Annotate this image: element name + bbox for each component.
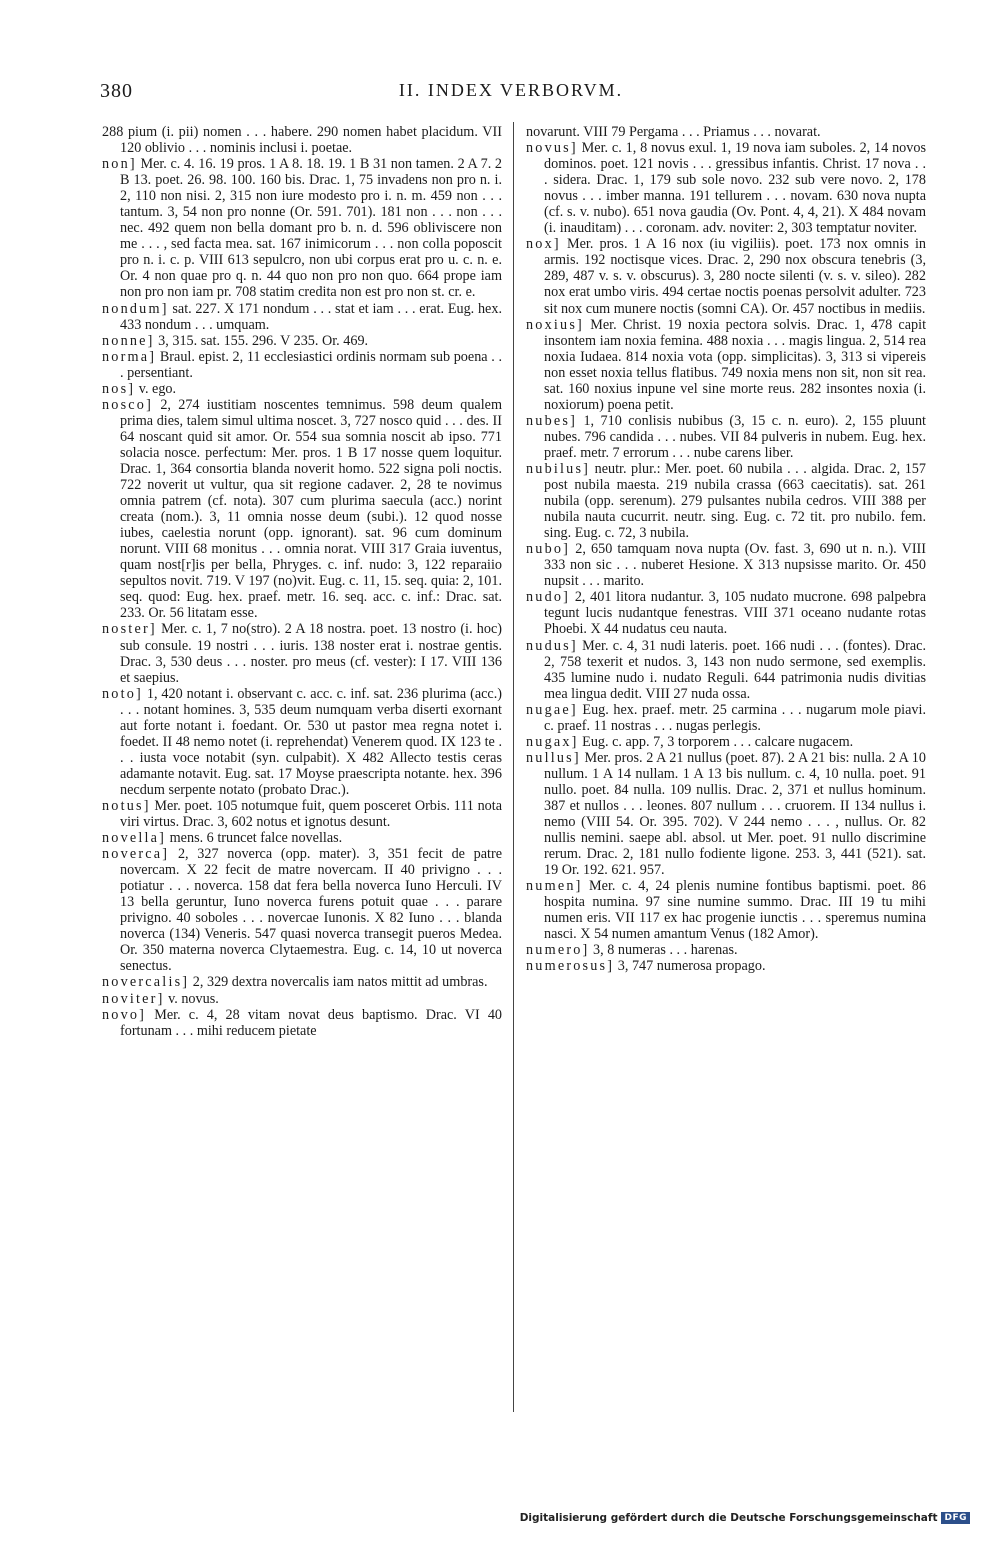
entry-lemma: non]	[102, 156, 137, 173]
entry-text: 2, 650 tamquam nova nupta (Ov. fast. 3, 690 ut n. n.). VIII 333 non sic . . . nuberet Hesione. X 313 nupsisse marito. Or. 450 nupsit . . . marito.	[544, 541, 927, 590]
entry-text: v. ego.	[138, 380, 177, 397]
entry-lemma: nugax]	[526, 733, 579, 750]
index-entry	[526, 461, 926, 541]
entry-text: mens. 6 truncet falce novellas.	[169, 830, 343, 847]
index-entry	[526, 734, 926, 750]
index-entry	[526, 702, 926, 734]
entry-lemma: numerosus]	[526, 958, 615, 975]
index-entry	[102, 124, 502, 156]
entry-text: Mer. c. 1, 8 novus exul. 1, 19 nova iam suboles. 2, 14 novos dominos. poet. 121 novis . . . gressibus infantis. Christ. 17 nova . . . sidera. Drac. 1, 179 sub sole novo. 232 sub vere novo. 2, 178 novus . . . imber manna. 191 tellurem . . . novam. 630 nova nupta (cf. s. v. nubo). 651 nova gaudia (Ov. Pont. 4, 4, 21). X 484 novam (i. inauditam) . . . coronam. adv. noviter: 2, 303 temptatur noviter.	[544, 140, 926, 237]
entry-text: Mer. c. 4, 24 plenis numine fontibus baptismi. poet. 86 hospita numina. 97 sine numine summo. Drac. III 19 tu mihi numen eris. VII 117 ex hac progenie iunctis . . . speremus numina nasci. X 54 numen amantum Venus (182 Amor).	[544, 878, 926, 943]
entry-text: Braul. epist. 2, 11 ecclesiastici ordinis normam sub poena . . . persentiant.	[120, 348, 502, 381]
index-entry	[102, 397, 502, 622]
index-entry	[102, 333, 502, 349]
digitization-credit	[520, 1512, 970, 1524]
entry-text: 3, 747 numerosa propago.	[617, 958, 766, 975]
running-title: II. INDEX VERBORVM.	[398, 80, 624, 100]
index-entry	[526, 124, 926, 140]
entry-lemma: nubo]	[526, 541, 571, 558]
entry-text: 2, 327 noverca (opp. mater). 3, 351 fecit de patre novercam. X 22 fecit de matre novercam. II 40 privigno . . . potiatur . . . noverca. 158 dat fera bella noverca Iuno Herculi. IV 13 bella geruntur, Iuno noverca furens potuit quae . . . parare privigno. 40 soboles . . . novercae Iunonis. X 82 Iuno . . . blanda noverca (134) Veneris. 547 quasi noverca transegit pueros Medea. Or. 350 materna noverca Clytaemestra. Eug. c. 14, 10 ut noverca senectus.	[120, 846, 503, 975]
entry-lemma: noverca]	[102, 846, 170, 863]
credit-text: Digitalisierung gefördert durch die Deutsche Forschungsgemeinschaft	[519, 1512, 938, 1524]
entry-text: Mer. c. 4, 28 vitam novat deus baptismo. Drac. VI 40 fortunam . . . mihi reducem pietate	[120, 1006, 502, 1039]
page-number: 380	[100, 80, 133, 102]
entry-text: 1, 710 conlisis nubibus (3, 15 c. n. euro). 2, 155 pluunt nubes. 796 candida . . . nubes. VII 84 pulveris in nubem. Eug. hex. praef. metr. 7 errorum . . . nube carens liber.	[544, 412, 926, 461]
entry-lemma: nosco]	[102, 396, 154, 413]
entry-text: 1, 420 notant i. observant c. acc. c. inf. sat. 236 plurima (acc.) . . . notant homines. 3, 535 deum numquam verba diserti exornant aut forte notant i. foedant. Or. 530 ut pastor mea regna notet i. foedet. II 48 nemo notet (i. reprehendat) Venerem quod. IX 123 te . . . iusta voce notabit (syn. culpabit). X 482 Allecto testis ceras adamante notavit. Eug. sat. 17 Moyse praescripta notante. hex. 396 necdum serpente notato (probato Drac.).	[120, 685, 502, 798]
index-entry	[102, 301, 502, 333]
entry-lemma: numero]	[526, 942, 590, 959]
index-entry	[102, 991, 502, 1007]
index-entry	[526, 236, 926, 316]
entry-lemma: noto]	[102, 685, 143, 702]
index-entry	[526, 589, 926, 637]
entry-lemma: nullus]	[526, 749, 581, 766]
entry-text: 2, 401 litora nudantur. 3, 105 nudato mucrone. 698 palpebra tegunt lucis nudantque fenestras. VIII 371 oceano nudante rotas Phoebi. X 44 nudatus ceu nauta.	[544, 589, 926, 638]
entry-text: 3, 315. sat. 155. 296. V 235. Or. 469.	[158, 332, 369, 349]
entry-text: 2, 274 iustitiam noscentes temnimus. 598 deum qualem prima dies, talem simul ultima noscet. 3, 727 nosco quid . . . des. II 64 noscant quid sit amor. Or. 554 sua somnia noscit ab ipso. 771 solacia nosce. perfectum: Mer. pros. 1 B 17 nosse quem loquitur. Drac. 1, 364 consortia blanda noverit homo. 522 signa poli noctis. 722 noverit ut vultur, qua sit regione cadaver. 2, 28 te novimus omnia patrem (cf. nota). 307 cum plurima saecula (acc.) norint creata (nom.). 3, 11 omnia nosse deum (subi.). 12 quod nosse iubes, caelestia norunt (opp. ignorant). sat. 96 cum dominum norunt. VIII 68 monitus . . . omnia norat. VIII 317 Graia iuventus, quam nost[r]is per bella, Phryges. c. inf. nudo: 3, 122 reparaiio sepultos novit. 719. V 197 (no)vit. Eug. c. 11, 15. seq. quia: 2, 101. seq. quod: Eug. hex. praef. metr. 16. seq. acc. c. inf.: Drac. sat. 233. Or. 56 litatam esse.	[120, 396, 503, 622]
index-entry	[102, 974, 502, 990]
entry-lemma: novella]	[102, 830, 167, 847]
index-entry	[526, 750, 926, 878]
index-entry	[526, 413, 926, 461]
index-entry	[526, 317, 926, 413]
entry-lemma: noviter]	[102, 990, 165, 1007]
index-entry	[102, 830, 502, 846]
entry-text: Mer. c. 4, 31 nudi lateris. poet. 166 nudi . . . (fontes). Drac. 2, 758 texerit et nudos. 3, 143 non nudo sermone, sed exemplis. 435 lumine nudo i. nudato Reguli. 644 patrimonia nudis divitias mea lingua dedit. VIII 27 nuda ossa.	[544, 637, 927, 702]
index-entry	[526, 942, 926, 958]
entry-text: 288 pium (i. pii) nomen . . . habere. 290 nomen habet placidum. VII 120 oblivio . . . nominis inclusi i. poetae.	[102, 124, 502, 157]
left-column	[102, 124, 502, 1039]
page-header	[100, 80, 922, 110]
entry-lemma: nudo]	[526, 589, 571, 606]
entry-lemma: nos]	[102, 380, 136, 397]
index-entry	[102, 381, 502, 397]
entry-text: 3, 8 numeras . . . harenas.	[593, 942, 738, 959]
entry-lemma: nubilus]	[526, 460, 591, 477]
entry-lemma: nugae]	[526, 701, 578, 718]
entry-lemma: numen]	[526, 878, 583, 895]
entry-text: Mer. c. 4. 16. 19 pros. 1 A 8. 18. 19. 1 B 31 non tamen. 2 A 7. 2 B 13. poet. 26. 98. 100. 160 bis. Drac. 1, 75 invadens non pro n. i. 2, 110 non nisi. 2, 315 non iure modesto pro i. n. m. 459 non . . . tantum. 3, 54 non pro nonne (Or. 591. 701). 181 non . . . non . . . nec. 492 quem non bella domant pro b. n. d. 596 obliviscere non me . . . , sed facta mea. sat. 167 inimicorum . . . non colla poposcit pro n. i. c. p. VIII 613 sepulcro, non ubi corpus erat pro u. c. n. e. Or. 4 non quae pro q. n. 44 quo non pro non quo. 664 prope iam non pro non iam pr. 708 statim credita non est pro non st. cr. e.	[120, 156, 502, 301]
entry-text: Mer. pros. 1 A 16 nox (iu vigiliis). poet. 173 nox omnis in armis. 192 noctisque vices. Drac. 2, 290 nox obscura tenebris (3, 289, 487 v. s. v. obscurus). 3, 280 nocte silenti (v. s. v. sileo). 282 nox erat umbo viris. 494 certae noctis poenas persolvit adulter. 723 sit nox cum munere noctis (somni CA). Or. 457 noctibus in mediis.	[544, 236, 927, 317]
entry-text: v. novus.	[168, 990, 219, 1007]
index-entry	[526, 541, 926, 589]
entry-lemma: novus]	[526, 140, 578, 157]
entry-lemma: nubes]	[526, 412, 578, 429]
entry-text: Eug. hex. praef. metr. 25 carmina . . . nugarum mole piavi. c. praef. 11 nostras . . . nugas perlegis.	[544, 701, 927, 734]
entry-lemma: noxius]	[526, 316, 584, 333]
entry-text: sat. 227. X 171 nondum . . . stat et iam . . . erat. Eug. hex. 433 nondum . . . umquam.	[120, 300, 502, 333]
right-column	[526, 124, 926, 974]
entry-lemma: nox]	[526, 236, 561, 253]
entry-text: Mer. poet. 105 notumque fuit, quem posceret Orbis. 111 nota viri virtus. Drac. 3, 602 notus et ignotus desunt.	[120, 797, 502, 831]
index-entry	[102, 349, 502, 381]
index-entry	[526, 958, 926, 974]
entry-lemma: novercalis]	[102, 974, 190, 991]
entry-lemma: nonne]	[102, 332, 155, 349]
entry-lemma: nondum]	[102, 300, 169, 317]
index-entry	[102, 798, 502, 830]
index-entry	[526, 140, 926, 236]
entry-text: neutr. plur.: Mer. poet. 60 nubila . . . algida. Drac. 2, 157 post nubila maesta. 219 nubila crassa (663 caecitatis). sat. 261 nubila (opp. serenum). 279 pulsantes nubila cedros. VIII 388 per nubila nauta cucurrit. neutr. sing. Eug. c. 72 tit. pro nubilo. fem. sing. Eug. c. 72, 3 nubila.	[544, 460, 926, 542]
index-entry	[102, 686, 502, 798]
index-entry	[102, 156, 502, 300]
entry-lemma: noster]	[102, 621, 157, 638]
index-entry	[102, 621, 502, 685]
entry-lemma: nudus]	[526, 637, 578, 654]
entry-text: Eug. c. app. 7, 3 torporem . . . calcare nugacem.	[582, 733, 854, 750]
entry-text: Mer. c. 1, 7 no(stro). 2 A 18 nostra. poet. 13 nostro (i. hoc) sub consule. 19 nostri . . . iuris. 138 noster erat i. nostrae gentis. Drac. 3, 530 deus . . . noster. pro meus (cf. vester): I 17. VIII 136 et saepius.	[120, 621, 503, 686]
entry-lemma: notus]	[102, 797, 151, 814]
entry-text: novarunt. VIII 79 Pergama . . . Priamus . . . novarat.	[526, 124, 821, 140]
entry-lemma: novo]	[102, 1006, 147, 1023]
entry-text: 2, 329 dextra novercalis iam natos mittit ad umbras.	[192, 974, 488, 991]
index-entry	[102, 1007, 502, 1039]
index-entry	[526, 638, 926, 702]
column-divider	[513, 122, 514, 1412]
index-entry	[102, 846, 502, 974]
entry-text: Mer. pros. 2 A 21 nullus (poet. 87). 2 A 21 bis: nulla. 2 A 10 nullum. 1 A 14 nullam. 1 A 13 bis nullum. c. 4, 10 nulla. poet. 91 nullo. poet. 84 nulla. 109 nullis. Drac. 2, 371 et nullus hominum. 387 et nullos . . . leones. 807 nullum . . . cruorem. II 134 nullus i. nemo (VIII 54. Or. 395. 702). V 244 nemo . . . , nullus. Or. 82 nullis nemini. saepe abl. absol. ut Mer. poet. 91 nullo discrimine rerum. Drac. 2, 181 nullo fodiente ligone. 253. 3, 441 (521). sat. 19 Or. 192. 621. 957.	[544, 749, 926, 879]
entry-text: Mer. Christ. 19 noxia pectora solvis. Drac. 1, 478 capit insontem iam noxia femina. 488 noxia . . . magis lingua. 2, 514 rea noxia Iudaea. 814 noxia vota (opp. simplicitas). 3, 313 si vipereis non esset noxia tellus flatibus. 749 noxia mens non sit, non sit rea. sat. 160 noxius inpune vel sine morte reus. 282 insontes noxia (i. noxiorum) poena petit.	[544, 316, 927, 413]
dfg-logo-icon: DFG	[941, 1512, 970, 1524]
index-entry	[526, 878, 926, 942]
entry-lemma: norma]	[102, 348, 157, 365]
